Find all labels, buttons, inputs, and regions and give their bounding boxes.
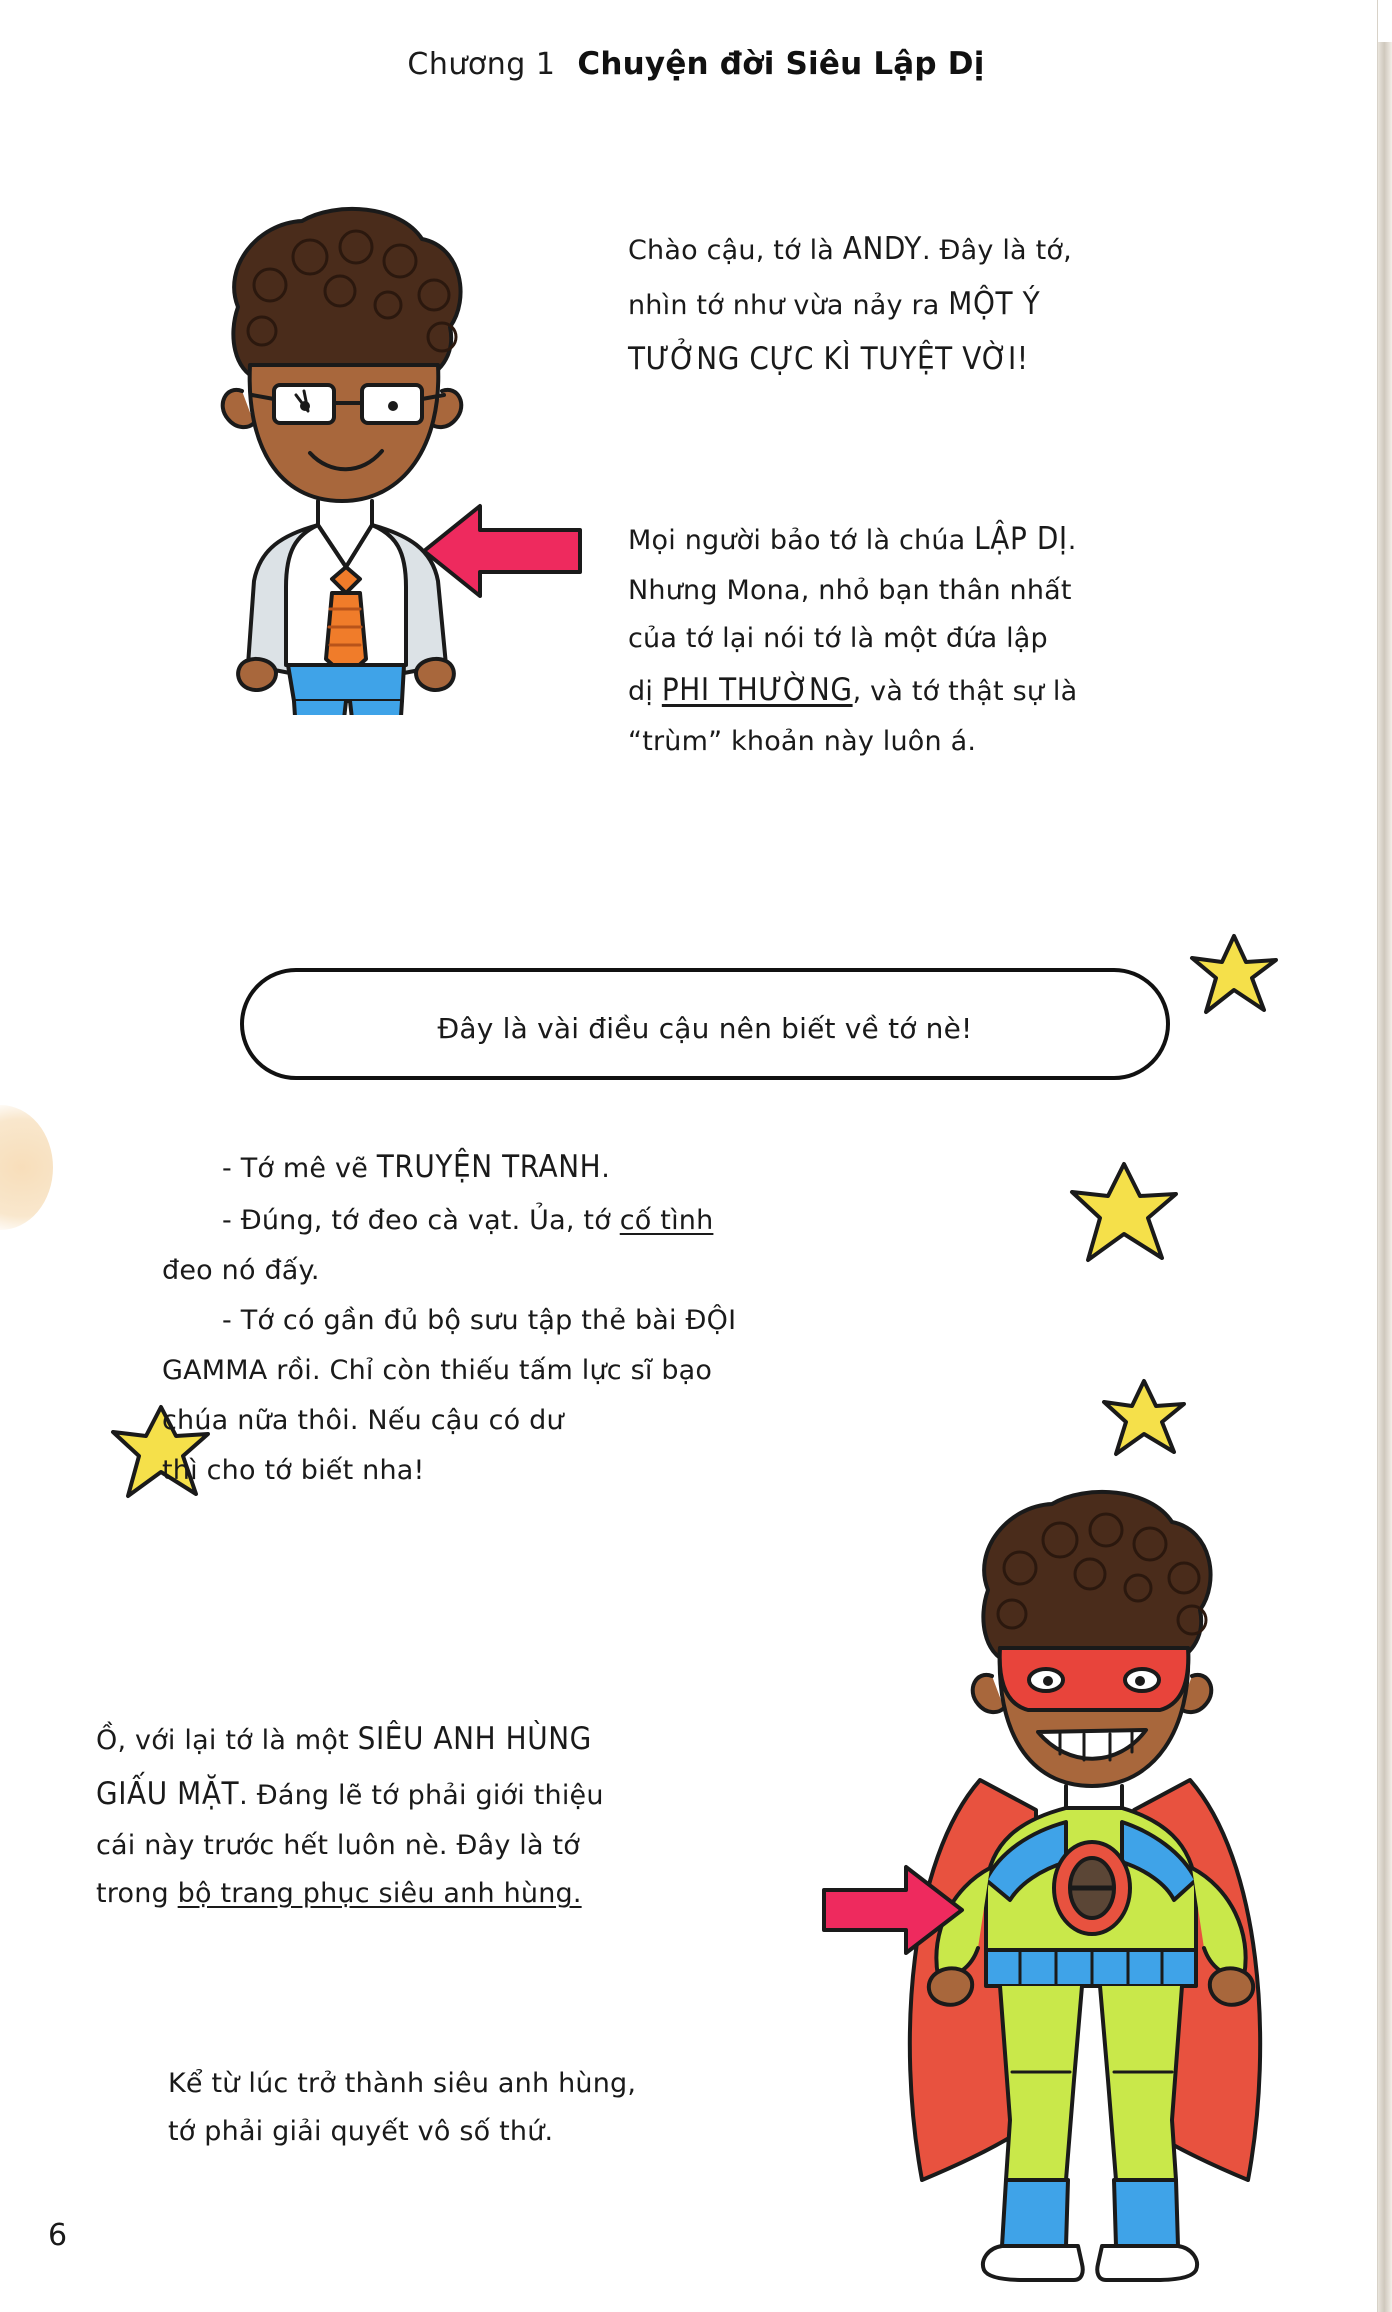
second-line4-b: , và tớ thật sự là (852, 676, 1078, 708)
intro-line2-caps: MỘT Ý (948, 286, 1041, 323)
list-item (222, 1197, 982, 1245)
intro-line2-a: nhìn tớ như vừa nảy ra (628, 290, 949, 322)
third-line4-underlined: bộ trang phục siêu anh hùng. (177, 1878, 582, 1910)
third-line4-a: trong (96, 1878, 178, 1910)
bullet-list (162, 1140, 982, 1497)
paragraph-third (96, 1712, 826, 1918)
list-item: chúa nữa thôi. Nếu cậu có dư (162, 1405, 564, 1437)
fourth-line-2: tớ phải giải quyết vô số thứ. (168, 2116, 554, 2148)
list-item-caps: TRUYỆN TRANH (376, 1149, 602, 1185)
list-item-text-a: - Đúng, tớ đeo cà vạt. Ủa, tớ (222, 1205, 620, 1237)
boy-with-glasses-illustration (150, 195, 530, 715)
third-line2-b: . Đáng lẽ tớ phải giới thiệu (239, 1780, 604, 1812)
list-item-text-a: - Tớ mê vẽ (222, 1153, 377, 1184)
callout-bubble-text: Đây là vài điều cậu nên biết về tớ nè! (437, 1012, 973, 1045)
yellow-star-3-icon (1100, 1376, 1188, 1464)
pink-arrow-left-icon (418, 500, 586, 600)
yellow-star-1-icon (1188, 930, 1280, 1022)
third-line-4 (96, 1870, 826, 1918)
list-item: - Tớ có gần đủ bộ sưu tập thẻ bài ĐỘI (222, 1305, 737, 1337)
list-item: đeo nó đấy. (162, 1255, 320, 1287)
third-line1-caps: SIÊU ANH HÙNG (357, 1721, 592, 1757)
list-item-text-b: . (601, 1153, 611, 1184)
paragraph-second (628, 512, 1318, 766)
second-line-4 (628, 663, 1318, 718)
second-line-3: của tớ lại nói tớ là một đứa lập (628, 623, 1048, 655)
intro-line1-b: . Đây là tớ, (921, 235, 1072, 266)
list-item (222, 1140, 982, 1195)
paragraph-intro-line-2 (628, 277, 1328, 332)
third-line-1 (96, 1712, 826, 1767)
chapter-header (0, 46, 1392, 82)
facing-page-edge-top-gap (1378, 0, 1392, 42)
third-line-2 (96, 1767, 826, 1822)
second-line1-a: Mọi người bảo tớ là chúa (628, 525, 975, 556)
second-line1-b: . (1067, 525, 1077, 556)
facing-page-edge (1377, 0, 1392, 2312)
list-item-underlined: cố tình (619, 1205, 714, 1237)
page-margin-smudge (0, 1105, 53, 1230)
third-line1-a: Ồ, với lại tớ là một (96, 1725, 358, 1756)
paragraph-fourth (168, 2060, 788, 2156)
intro-line1-caps: ANDY (842, 231, 922, 267)
third-line-3: cái này trước hết luôn nè. Đây là tớ (96, 1830, 581, 1862)
list-item: GAMMA rồi. Chỉ còn thiếu tấm lực sĩ bạo (162, 1355, 713, 1387)
paragraph-intro (628, 222, 1328, 388)
paragraph-intro-line-3: TƯỞNG CỰC KÌ TUYỆT VỜI! (628, 341, 1029, 378)
second-line4-caps: PHI THƯỜNG (661, 672, 853, 709)
paragraph-intro-line-1 (628, 222, 1328, 277)
second-line4-a: dị (628, 676, 662, 708)
third-line2-caps: GIẤU MẶT (96, 1776, 240, 1813)
chapter-title: Chuyện đời Siêu Lập Dị (577, 46, 985, 82)
second-line-2: Nhưng Mona, nhỏ bạn thân nhất (628, 575, 1072, 607)
fourth-line-1: Kể từ lúc trở thành siêu anh hùng, (168, 2068, 637, 2099)
chapter-label: Chương 1 (407, 47, 556, 82)
second-line1-caps: LẬP DỊ (974, 521, 1068, 557)
intro-line1-a: Chào cậu, tớ là (628, 235, 843, 266)
second-line-1 (628, 512, 1318, 567)
yellow-star-2-icon (1066, 1158, 1182, 1272)
list-item: thì cho tớ biết nha! (162, 1455, 425, 1487)
page-number: 6 (48, 2218, 68, 2253)
second-line-5: “trùm” khoản này luôn á. (628, 726, 977, 758)
callout-bubble (240, 968, 1170, 1080)
pink-arrow-right-icon (818, 1862, 968, 1958)
